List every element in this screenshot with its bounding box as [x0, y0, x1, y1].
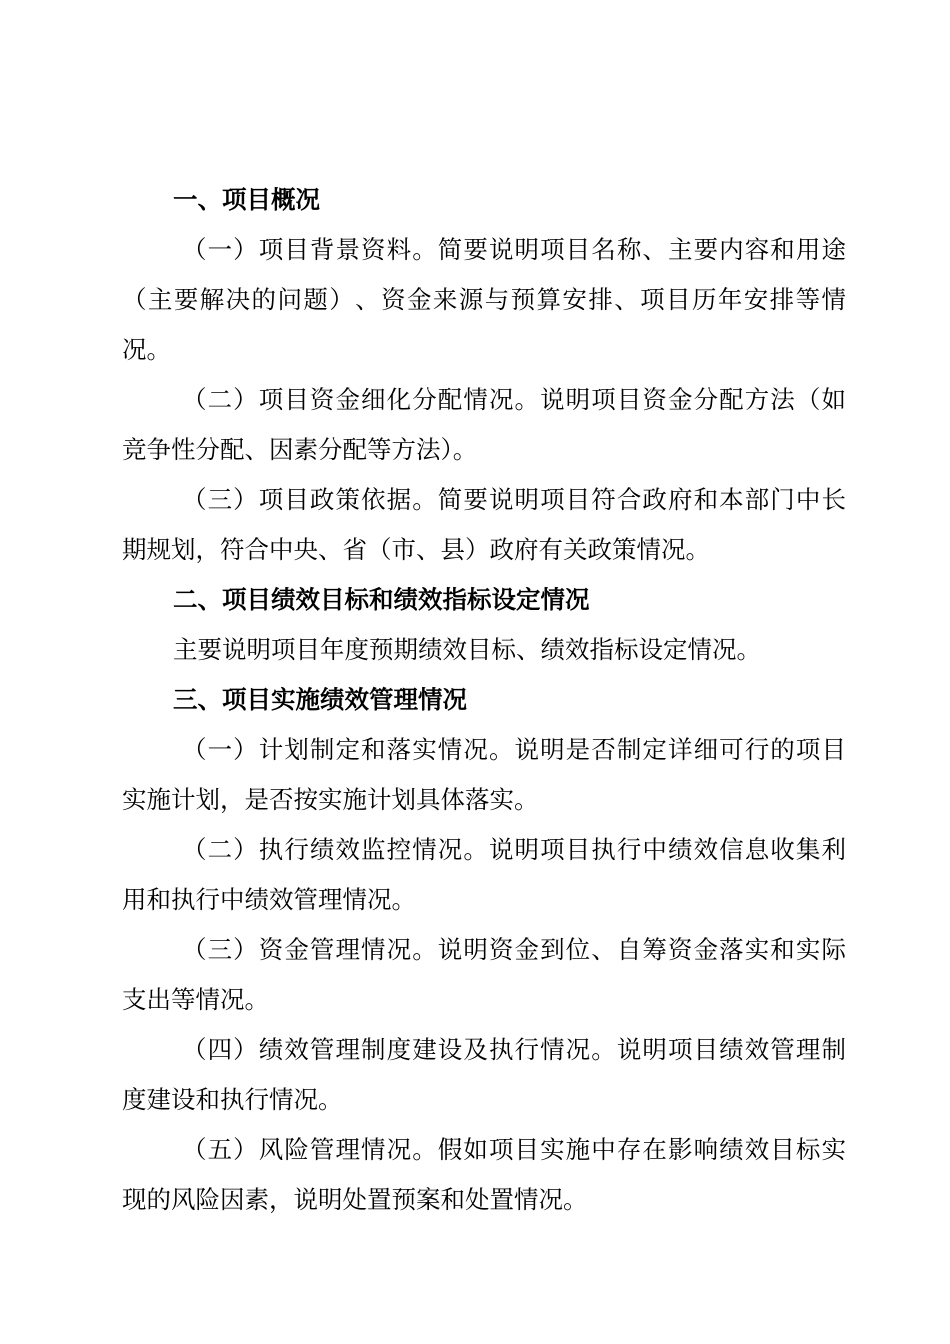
para-monitoring-line-1: （ 二 ） 执 行 绩 效 监 控 情 况 。 说 明 项 目 执 行 中 绩 效 信 息 收 集 利	[182, 835, 846, 864]
para-fund-management-line-2: 支出等情况。	[122, 985, 269, 1014]
para-background-line-1: （ 一 ） 项 目 背 景 资 料 。 简 要 说 明 项 目 名 称 、 主 要 内 容 和 用 途	[182, 235, 846, 264]
para-policy-line-1: （ 三 ） 项 目 政 策 依 据 。 简 要 说 明 项 目 符 合 政 府 和 本 部 门 中 长	[182, 485, 846, 514]
para-risk-line-1: （ 五 ） 风 险 管 理 情 况 。 假 如 项 目 实 施 中 存 在 影 响 绩 效 目 标 实	[182, 1135, 846, 1164]
para-system-line-2: 度建设和执行情况。	[122, 1085, 343, 1114]
para-background-line-2: （ 主 要 解 决 的 问 题 ） 、 资 金 来 源 与 预 算 安 排 、 项 目 历 年 安 排 等 情	[122, 285, 846, 314]
para-funding-line-1: （ 二 ） 项 目 资 金 细 化 分 配 情 况 。 说 明 项 目 资 金 分 配 方 法 （ 如	[182, 385, 846, 414]
para-background-line-3: 况。	[122, 335, 171, 364]
para-monitoring-line-2: 用和执行中绩效管理情况。	[122, 885, 416, 914]
para-system-line-1: （ 四 ） 绩 效 管 理 制 度 建 设 及 执 行 情 况 。 说 明 项 目 绩 效 管 理 制	[182, 1035, 846, 1064]
para-risk-line-2: 现的风险因素，说明处置预案和处置情况。	[122, 1185, 588, 1214]
para-plan-line-2: 实施计划，是否按实施计划具体落实。	[122, 785, 539, 814]
para-fund-management-line-1: （ 三 ） 资 金 管 理 情 况 。 说 明 资 金 到 位 、 自 筹 资 金 落 实 和 实 际	[182, 935, 846, 964]
para-performance-goals: 主要说明项目年度预期绩效目标、绩效指标设定情况。	[173, 635, 761, 664]
para-funding-line-2: 竞争性分配、因素分配等方法）。	[122, 435, 478, 464]
heading-project-overview: 一、项目概况	[173, 185, 320, 214]
para-policy-line-2: 期规划，符合中央、省（市、县）政府有关政策情况。	[122, 535, 710, 564]
para-plan-line-1: （ 一 ） 计 划 制 定 和 落 实 情 况 。 说 明 是 否 制 定 详 细 可 行 的 项 目	[182, 735, 846, 764]
heading-implementation: 三、项目实施绩效管理情况	[173, 685, 467, 714]
heading-performance-goals: 二、项目绩效目标和绩效指标设定情况	[173, 585, 590, 614]
